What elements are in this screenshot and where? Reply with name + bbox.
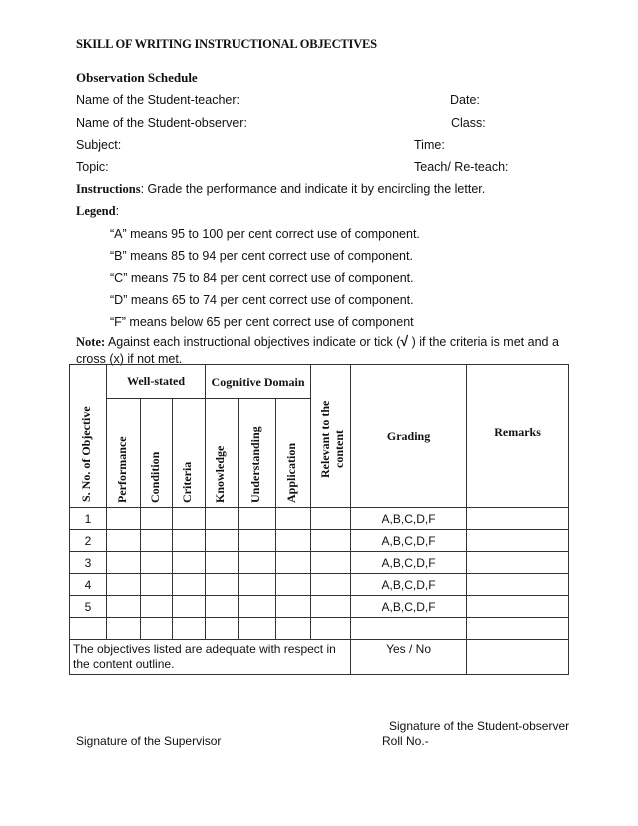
grade-options[interactable]: A,B,C,D,F [351, 508, 467, 530]
understanding-header-text: Understanding [248, 426, 263, 503]
relevant-header [311, 365, 351, 508]
note [76, 333, 576, 368]
adequacy-remarks[interactable] [467, 640, 569, 675]
application-header [276, 399, 311, 508]
legend-item-d: “D” means 65 to 74 per cent correct use of component. [110, 293, 414, 307]
grade-options[interactable]: A,B,C,D,F [351, 574, 467, 596]
relevant-header-line1: Relevant to the [317, 400, 332, 478]
tick-icon: √ [400, 333, 409, 349]
legend-item-f: “F” means below 65 per cent correct use of component [110, 315, 414, 329]
legend-label: Legend [76, 204, 116, 218]
date-label: Date: [450, 93, 480, 107]
legend-item-c: “C” means 75 to 84 per cent correct use of component. [110, 271, 414, 285]
row-number: 5 [70, 596, 107, 618]
sno-header [70, 365, 107, 508]
student-teacher-label: Name of the Student-teacher: [76, 93, 240, 107]
condition-header [141, 399, 173, 508]
supervisor-signature: Signature of the Supervisor [76, 734, 222, 748]
legend-colon: : [115, 204, 120, 218]
row-number: 1 [70, 508, 107, 530]
table-row [70, 574, 569, 596]
legend-heading [76, 204, 119, 219]
performance-header [107, 399, 141, 508]
yes-no-answer[interactable]: Yes / No [351, 640, 467, 675]
legend-item-b: “B” means 85 to 94 per cent correct use of component. [110, 249, 413, 263]
remarks-cell[interactable] [467, 530, 569, 552]
understanding-header [239, 399, 276, 508]
cognitive-domain-header: Cognitive Domain [206, 365, 311, 399]
adequacy-row [70, 640, 569, 675]
note-label: Note: [76, 335, 106, 349]
performance-header-text: Performance [114, 436, 129, 503]
document-title: SKILL OF WRITING INSTRUCTIONAL OBJECTIVES [76, 37, 377, 51]
well-stated-header: Well-stated [107, 365, 206, 399]
table-row [70, 530, 569, 552]
grade-options[interactable]: A,B,C,D,F [351, 552, 467, 574]
remarks-cell[interactable] [467, 508, 569, 530]
table-row [70, 596, 569, 618]
adequacy-statement: The objectives listed are adequate with respect in the content outline. [70, 640, 351, 675]
grade-options[interactable]: A,B,C,D,F [351, 530, 467, 552]
row-number: 3 [70, 552, 107, 574]
table-row [70, 508, 569, 530]
grading-header: Grading [351, 365, 467, 508]
row-number: 2 [70, 530, 107, 552]
remarks-cell[interactable] [467, 596, 569, 618]
class-label: Class: [451, 116, 486, 130]
blank-row [70, 618, 569, 640]
instructions [76, 182, 485, 197]
condition-header-text: Condition [147, 451, 162, 503]
instructions-label: Instructions [76, 182, 141, 196]
instructions-text: : Grade the performance and indicate it by encircling the letter. [140, 182, 486, 196]
observation-table [69, 364, 569, 675]
student-observer-label: Name of the Student-observer: [76, 116, 247, 130]
knowledge-header [206, 399, 239, 508]
criteria-header-text: Criteria [180, 461, 195, 503]
roll-number-label: Roll No.- [382, 734, 429, 748]
remarks-cell[interactable] [467, 574, 569, 596]
relevant-header-line2: content [331, 430, 346, 468]
application-header-text: Application [284, 442, 299, 503]
sno-header-text: S. No. of Objective [79, 406, 93, 502]
criteria-header [173, 399, 206, 508]
topic-label: Topic: [76, 160, 109, 174]
remarks-header: Remarks [467, 365, 569, 508]
row-number: 4 [70, 574, 107, 596]
time-label: Time: [414, 138, 445, 152]
schedule-heading: Observation Schedule [76, 70, 198, 85]
student-observer-signature: Signature of the Student-observer [389, 719, 570, 733]
remarks-cell[interactable] [467, 552, 569, 574]
grade-options[interactable]: A,B,C,D,F [351, 596, 467, 618]
note-text-before: Against each instructional objectives indicate or tick ( [105, 335, 401, 349]
legend-item-a: “A” means 95 to 100 per cent correct use of component. [110, 227, 420, 241]
knowledge-header-text: Knowledge [213, 445, 228, 503]
teach-label: Teach/ Re-teach: [414, 160, 509, 174]
subject-label: Subject: [76, 138, 122, 152]
note-text-after: ) if the criteria is met and a cross (x) if not met. [76, 335, 559, 366]
table-row [70, 552, 569, 574]
